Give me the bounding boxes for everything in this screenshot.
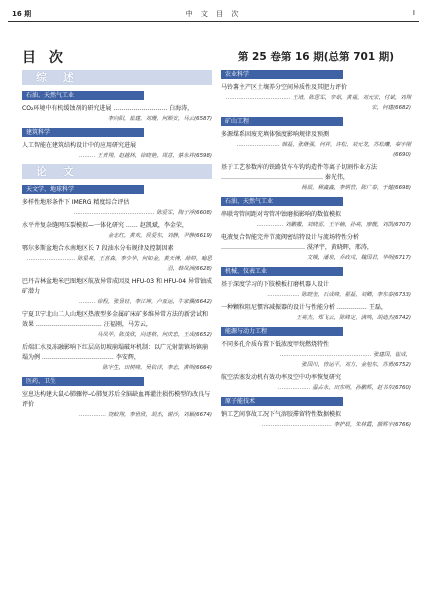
article-authors: ……………… 陈晓奎，石成峰，翟磊，刘卿，李东泰(6733) [267,292,411,298]
category-heading: 石油、天然气工业 [22,91,144,100]
article-title: 电液复合智能完井节流阀密结特设计与流场特性分析 …………………………………… 漠泽宇，黄晓晖，邢涛， [221,234,373,251]
article-title: 串联弯管间距对弯管冲蚀磨损影响的数值模拟 [221,211,342,218]
article-title: 鄂尔多斯盆地合水南地区长 7 段油水分布规律及控制因素 [22,245,174,252]
article-authors: ………………………………… 李护辰，朱林霞，颜辉宇(6766) [261,422,411,428]
article-authors: …………………… 韩磊，张继强，何祥，许松，刘元龙，苏松曦，秦宇刚(6690) [236,142,411,158]
article-title: 基于深度学习的下肢模板打磨机器人设计 [221,281,330,288]
article-entry[interactable] [22,141,212,161]
toc-title: 目 次 [22,50,67,66]
article-title: 多样性地形条件下 IMERG 精度综合评估 [22,199,130,206]
category-heading: 石油、天然气工业 [221,197,343,206]
article-title: 后端汇水及冻融影响下红层高切坡崩塌破坏机制：以广元射箭镇场镇崩塌为例 ……………………………… 李安辉， [22,344,209,361]
article-title: 一种颗粒阻尼惯容减振器的设计与性能分析 …………… 王磊， [221,304,387,311]
page-header [8,9,419,22]
article-authors: 杨辰，穆鑫鑫，李炳营，陈广泰，于健(6698) [301,185,411,191]
category-heading: 矿山工程 [221,117,343,126]
article-entry[interactable] [221,130,411,160]
category-heading: 原子能技术 [221,397,343,406]
issue-label: 16 期 [12,10,32,18]
article-authors: 张国川，曾运平，刘方，金旭东，苏勇(6752) [301,362,411,368]
article-entry[interactable] [221,163,411,193]
left-column [22,28,212,423]
article-title: 巴丹吉林盆地米巴图地区航放异常成因及 HFU-03 和 HFU-04 异常铀成矿潜力 [22,278,212,295]
article-authors: 马凤华，陈茂欣，向述格，何庆忠，王成(6652) [97,332,212,338]
article-title: 马铃薯主产区土壤养分空间异质性及其肥力评价 [221,84,348,91]
article-authors: ……………………… 陈星亮，王喜森，李少华，何如金，黄天博，薛婷，喻思羽，韩凤洲(6628) [27,256,212,272]
article-entry[interactable] [221,373,411,393]
article-authors: 金志红，黄欢，侯爱东，刘静，尹静(6619) [107,233,212,239]
article-title: 人工智能在建筑结构设计中的应用研究进展 [22,142,137,149]
article-entry[interactable] [221,410,411,430]
article-entry[interactable] [22,390,212,420]
article-title: 基于工艺参数库的铁路货车车钩钩造件等离子切割作业方法 …………………………………………… 秦光伟， [221,164,378,181]
article-entry[interactable] [221,303,411,323]
right-column [221,28,411,433]
article-authors: …………… 刘鹏撒，刘晓雷，王宇楠，孙亮，廖靓，刘凯(6707) [256,222,411,228]
article-title: CO₂环境中有机缓蚀剂的研究进展 ……………………… 白海涛， [22,105,194,112]
article-title: 航空活塞发动机有效功率及空中功率恢复研究 [221,374,342,381]
header-title: 中 文 目 次 [185,10,242,18]
section-banner: 综 述 [22,70,212,85]
article-entry[interactable] [22,343,212,373]
section-banner: 论 文 [22,164,212,179]
article-entry[interactable] [22,198,212,218]
category-heading: 机械、仪表工业 [221,267,343,276]
article-authors: …………………………………………… 张建国，崔成， [279,352,411,358]
article-title: 室息达构建大鼠心肺骤停-心肺复苏后全脑缺血再灌注损伤模型的改良与评价 [22,391,211,408]
category-heading: 天文学、地球科学 [22,185,144,194]
article-entry[interactable] [221,83,411,113]
category-heading: 医药、卫生 [22,377,144,386]
article-entry[interactable] [22,310,212,340]
article-entry[interactable] [22,104,212,124]
article-entry[interactable] [221,280,411,300]
article-title: 水平井复杂缝网压裂模拟—一体化研究 …… 赵凯斌，李金荣， [22,222,188,229]
article-authors: ……… 徐程，张显钰，李江坤，卢亚运，牛家骥(6642) [79,299,212,305]
article-authors: ……………………………………… 陈爱军，陶子浮(6608) [73,210,212,216]
article-authors: 文娥，潘泉，乔政戌，魏国君，华明(6717) [306,255,411,261]
article-entry[interactable] [221,340,411,370]
article-authors: …………… 饶蛟翔，李世欣，胡杰，谢沙，刘颖(6674) [79,412,212,418]
article-authors: 王亮杰，郑飞云，陈峰定，满鸣，胡迪杰(6742) [296,315,411,321]
category-heading: 农业科学 [221,70,343,79]
article-authors: ……………… 温占永，田东明，孙鹏辉，赵书东(6760) [278,385,411,391]
category-heading: 建筑科学 [22,128,144,137]
article-title: 不同多孔介质布置下低浓度甲烷燃烧特性 [221,341,330,348]
article-entry[interactable] [221,210,411,230]
page-number: I [412,9,415,17]
article-title: 宁夏卫宁北山二人山地区热液型多金属矿床矿多维异常方法的新尝试和效果 …………………………… 汪福刚，马芳云， [22,311,209,328]
article-authors: 李向阳，崔建，刘珊，何顺安，马云(6587) [107,116,212,122]
article-title: 钠工艺间事故工况下气溶胶滞留特性数据模拟 [221,411,342,418]
article-authors: ……… 王青翔，赵越林，徐晓艳，周意，蔡永祥(6598) [79,153,212,159]
article-title: 多源煤系固废充填体强度影响规律及预测 [221,131,330,138]
article-entry[interactable] [22,277,212,307]
article-entry[interactable] [22,244,212,274]
article-entry[interactable] [22,221,212,241]
category-heading: 能源与动力工程 [221,327,343,336]
volume-title: 第 25 卷第 16 期(总第 701 期) [237,51,395,63]
article-authors: 陈宇生，田树峰，吴钦洋，李志，黄明(6664) [102,365,212,371]
article-authors: ……………………………… 王靖，陈思军，辛茹，黄福，刘元宏，付斌，刘翔宏，何建(6682) [226,95,411,111]
article-entry[interactable] [221,233,411,263]
